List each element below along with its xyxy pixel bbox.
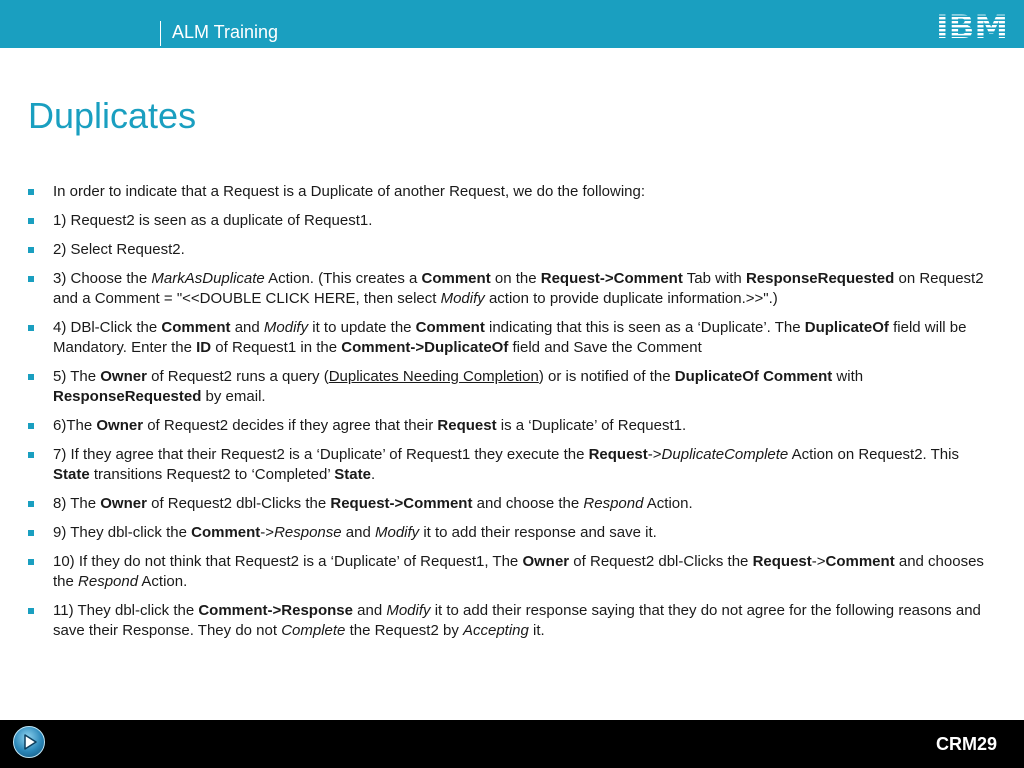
bullet-item <box>28 445 998 485</box>
text-run: Tab with <box>682 270 746 287</box>
text-run: 5) The <box>53 368 101 385</box>
bullet-text <box>53 494 998 514</box>
bold-term: Comment->DuplicateOf <box>341 339 509 356</box>
bullet-text <box>53 445 998 485</box>
text-run: and choose the <box>472 495 584 512</box>
bold-term: Comment <box>825 553 895 570</box>
bullet-text <box>53 318 998 358</box>
text-run: it to add their response and save it. <box>419 524 657 541</box>
header-separator <box>160 21 161 46</box>
header-bar <box>0 0 1024 48</box>
bullet-square-icon <box>28 452 34 458</box>
bullet-text <box>53 240 998 260</box>
bullet-item <box>28 494 998 514</box>
italic-term: Respond <box>78 573 139 590</box>
italic-term: Modify <box>263 319 309 336</box>
bold-term: Request->Comment <box>540 270 683 287</box>
text-run: 4) DBl-Click the <box>53 319 162 336</box>
bullet-text <box>53 523 998 543</box>
header-title: ALM Training <box>172 22 279 42</box>
text-run: it to update the <box>308 319 416 336</box>
text-run: and <box>341 524 375 541</box>
bold-term: Owner <box>96 417 144 434</box>
text-run: is a ‘Duplicate’ of Request1. <box>496 417 687 434</box>
text-run: Action. (This creates a <box>264 270 422 287</box>
bullet-list <box>28 182 998 650</box>
text-run: of Request2 dbl-Clicks the <box>569 553 753 570</box>
page-number: CRM29 <box>935 734 997 754</box>
bold-term: ID <box>196 339 212 356</box>
text-run: 8) The <box>53 495 101 512</box>
text-run: action to provide duplicate information.>>".) <box>484 290 778 307</box>
text-run: and chooses the <box>53 553 984 590</box>
text-run: on the <box>490 270 541 287</box>
bold-term: DuplicateOf Comment <box>674 368 833 385</box>
italic-term: Accepting <box>462 622 529 639</box>
text-run: Action on Request2. This <box>788 446 959 463</box>
italic-term: Response <box>274 524 342 541</box>
bullet-square-icon <box>28 218 34 224</box>
slide-title: Duplicates <box>28 95 197 136</box>
text-run: 11) They dbl-click the <box>53 602 199 619</box>
text-run: -> <box>260 524 275 541</box>
bullet-square-icon <box>28 374 34 380</box>
text-run: Action. <box>138 573 188 590</box>
bold-term: Request <box>752 553 812 570</box>
bullet-square-icon <box>28 530 34 536</box>
text-run: it. <box>528 622 545 639</box>
bullet-item <box>28 240 998 260</box>
text-run: 2) Select Request2. <box>53 241 185 258</box>
bold-term: State <box>334 466 371 483</box>
text-run: indicating that this is seen as a ‘Duplicate’. The <box>484 319 805 336</box>
text-run: 6)The <box>53 417 97 434</box>
bullet-text <box>53 269 998 309</box>
bold-term: Comment->Response <box>198 602 353 619</box>
text-run: 3) Choose the <box>53 270 152 287</box>
bold-term: Comment <box>161 319 231 336</box>
bold-term: Comment <box>415 319 485 336</box>
ibm-logo <box>935 9 1009 41</box>
bold-term: ResponseRequested <box>745 270 895 287</box>
text-run: -> <box>647 446 662 463</box>
italic-term: DuplicateComplete <box>661 446 789 463</box>
text-run: of Request2 decides if they agree that their <box>143 417 438 434</box>
bullet-square-icon <box>28 559 34 565</box>
bullet-item <box>28 318 998 358</box>
italic-term: Complete <box>281 622 346 639</box>
bullet-text <box>53 367 998 407</box>
text-run: In order to indicate that a Request is a Duplicate of another Request, we do the following: <box>53 183 646 200</box>
bullet-square-icon <box>28 247 34 253</box>
bold-term: Request <box>437 417 497 434</box>
bold-term: Comment <box>191 524 261 541</box>
bullet-square-icon <box>28 325 34 331</box>
bullet-square-icon <box>28 189 34 195</box>
bullet-item <box>28 523 998 543</box>
bullet-square-icon <box>28 608 34 614</box>
text-run: Action. <box>643 495 693 512</box>
bullet-square-icon <box>28 423 34 429</box>
italic-term: MarkAsDuplicate <box>151 270 265 287</box>
text-run: 9) They dbl-click the <box>53 524 192 541</box>
text-run: of Request1 in the <box>211 339 342 356</box>
bold-term: Comment <box>421 270 491 287</box>
text-run: of Request2 dbl-Clicks the <box>146 495 331 512</box>
bullet-item <box>28 416 998 436</box>
text-run: of Request2 runs a query ( <box>146 368 329 385</box>
text-run: ) or is notified of the <box>538 368 675 385</box>
bullet-text <box>53 211 998 231</box>
bullet-item <box>28 367 998 407</box>
bullet-text <box>53 182 998 202</box>
bullet-item <box>28 269 998 309</box>
italic-term: Respond <box>583 495 644 512</box>
bold-term: DuplicateOf <box>804 319 889 336</box>
bullet-text <box>53 416 998 436</box>
bullet-item <box>28 552 998 592</box>
text-run: . <box>370 466 376 483</box>
text-run: the Request2 by <box>345 622 463 639</box>
bold-term: Owner <box>100 368 147 385</box>
text-run: 1) Request2 is seen as a duplicate of Request1. <box>53 212 373 229</box>
bold-term: Owner <box>522 553 570 570</box>
text-run: field and Save the Comment <box>508 339 702 356</box>
bullet-square-icon <box>28 276 34 282</box>
bullet-item <box>28 182 998 202</box>
bold-term: Request <box>588 446 648 463</box>
italic-term: Modify <box>386 602 431 619</box>
text-run: with <box>832 368 864 385</box>
play-icon <box>23 734 37 750</box>
text-run: by email. <box>201 388 266 405</box>
footer-bar <box>0 720 1024 768</box>
italic-term: Modify <box>374 524 420 541</box>
bullet-text <box>53 552 998 592</box>
italic-term: Modify <box>440 290 485 307</box>
text-run: field will be Mandatory. Enter the <box>53 319 967 356</box>
text-run: on Request2 and a Comment = "<<DOUBLE CLICK HERE, then select <box>53 270 984 307</box>
play-button[interactable] <box>13 726 45 758</box>
bullet-text <box>53 601 998 641</box>
bold-term: Request->Comment <box>330 495 473 512</box>
bold-term: Owner <box>100 495 147 512</box>
text-run: 7) If they agree that their Request2 is a ‘Duplicate’ of Request1 they execute the <box>53 446 589 463</box>
bold-term: State <box>53 466 90 483</box>
text-run: and <box>352 602 387 619</box>
bold-term: ResponseRequested <box>53 388 202 405</box>
text-run: and <box>230 319 264 336</box>
bullet-item <box>28 601 998 641</box>
text-run: 10) If they do not think that Request2 is a ‘Duplicate’ of Request1, The <box>53 553 523 570</box>
query-link[interactable]: Duplicates Needing Completion <box>328 368 539 385</box>
text-run: it to add their response saying that they do not agree for the following reasons and save their Response. They do not <box>53 602 981 639</box>
bullet-item <box>28 211 998 231</box>
bullet-square-icon <box>28 501 34 507</box>
ibm-logo-text: IBM <box>936 9 1008 41</box>
text-run: transitions Request2 to ‘Completed’ <box>89 466 335 483</box>
text-run: -> <box>811 553 826 570</box>
